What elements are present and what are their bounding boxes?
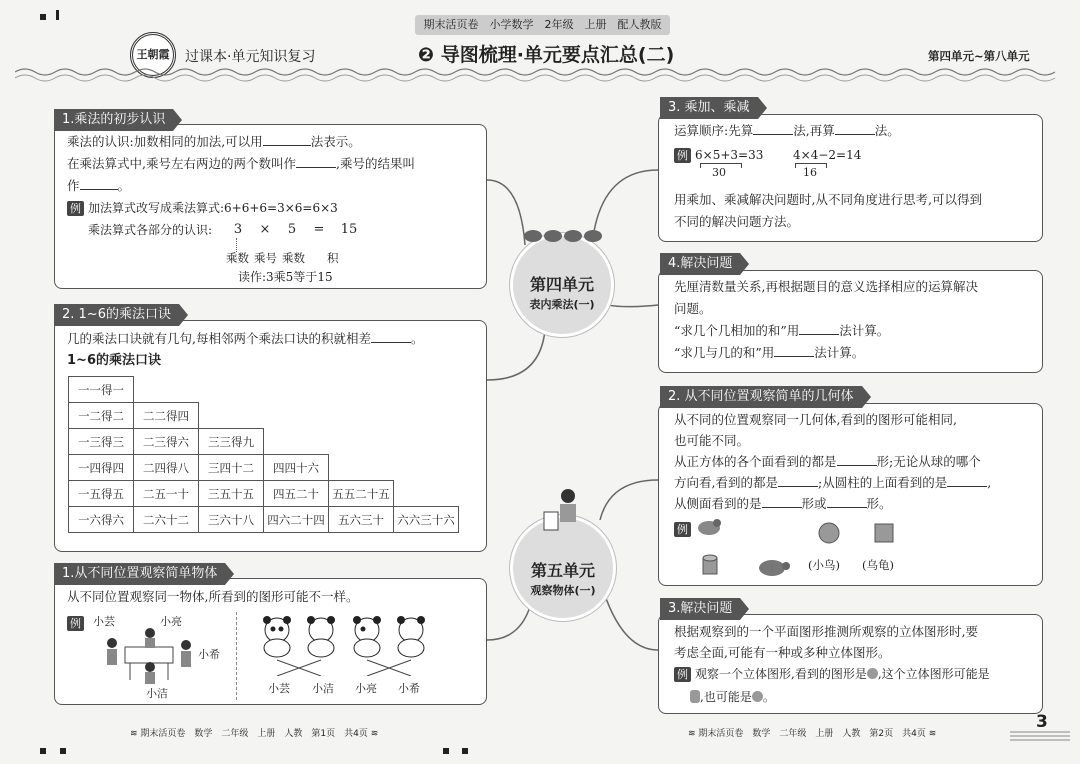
infer-solid-line-3: 例 观察一个立体图形,看到的图形是 ,这个立体图形可能是 [674, 665, 990, 683]
example-badge: 例 [67, 612, 88, 631]
answer-blank[interactable] [263, 145, 311, 146]
problem-solving-line-3: “求几个几相加的和”用 法计算。 [674, 323, 890, 338]
unit4-subtitle: 表内乘法(一) [529, 298, 595, 311]
mult-example-line: 例 加法算式改写成乘法算式:6+6+6=3×6=6×3 [67, 199, 338, 217]
mult-sub-example: 4×4−2=14 [793, 148, 862, 162]
times-table-empty-cell [394, 429, 459, 455]
times-table-cell: 三五十五 [199, 481, 264, 507]
example-badge: 例 [674, 148, 691, 163]
cylinder-small-icon [690, 690, 700, 703]
answer-blank[interactable] [837, 465, 877, 466]
geometry-line-5: 从侧面看到的是 形或 形。 [674, 496, 892, 511]
header-title-text: 导图梳理·单元要点汇总(二) [440, 44, 675, 66]
mult-sub-value: 16 [803, 166, 817, 179]
sphere-icon [818, 522, 840, 544]
geometry-line-2: 也可能不同。 [674, 433, 750, 448]
times-table-empty-cell [394, 403, 459, 429]
times-table-empty-cell [329, 429, 394, 455]
times-table-empty-cell [329, 455, 394, 481]
page-number: 3 [1036, 712, 1048, 732]
times-table-cell: 三四十二 [199, 455, 264, 481]
child-name-xiaoyun: 小芸 [93, 615, 115, 628]
answer-blank[interactable] [762, 507, 802, 508]
times-table-cell: 一五得五 [69, 481, 134, 507]
infer-solid-line-2: 考虑全面,可能有一种或多种立体图形。 [674, 645, 891, 660]
answer-blank[interactable] [799, 334, 839, 335]
answer-blank[interactable] [753, 134, 793, 135]
observe-object-line: 从不同位置观察同一物体,所看到的图形可能不一样。 [67, 589, 359, 604]
mult-def-line: 乘法的认识:加数相同的加法,可以用 法表示。 [67, 134, 361, 149]
times-table-empty-cell [264, 403, 329, 429]
infer-solid-line-1: 根据观察到的一个平面图形推测所观察的立体图形时,要 [674, 624, 978, 639]
child-name-xiaoxi: 小希 [198, 648, 220, 661]
times-table-cell: 四六二十四 [264, 507, 329, 533]
times-table-cell: 三三得九 [199, 429, 264, 455]
mult-parts-line: 乘法算式各部分的认识: [88, 223, 213, 237]
problem-solving-line-1: 先厘清数量关系,再根据题目的意义选择相应的运算解决 [674, 279, 978, 294]
times-table-cell: 三六十八 [199, 507, 264, 533]
problem-solving-tag: 4.解决问题 [660, 253, 740, 275]
mult-part-labels: 乘数 乘号 乘数 积 [226, 251, 339, 265]
header-left-title: 过课本·单元知识复习 [185, 49, 316, 65]
times-table-title: 1~6的乘法口诀 [67, 353, 161, 368]
times-table-cell: 一二得二 [69, 403, 134, 429]
mult-add-sub-value: 30 [712, 166, 726, 179]
multiplication-intro-tag: 1.乘法的初步认识 [54, 109, 173, 131]
header-number: ❷ [418, 44, 435, 66]
mult-add-sub-desc-2: 不同的解决问题方法。 [674, 214, 800, 229]
answer-blank[interactable] [80, 189, 118, 190]
times-table-cell: 一六得六 [69, 507, 134, 533]
times-table-tag: 2. 1~6的乘法口诀 [54, 304, 179, 326]
panda-label-2: 小洁 [312, 682, 334, 695]
mult-add-sub-desc-1: 用乘加、乘减解决问题时,从不同角度进行思考,可以得到 [674, 192, 982, 207]
child-name-xiaojie: 小洁 [146, 687, 168, 700]
mult-add-example: 例 6×5+3=33 [674, 148, 763, 163]
geometry-view-tag: 2. 从不同位置观察简单的几何体 [660, 386, 862, 408]
times-table-cell: 五五二十五 [329, 481, 394, 507]
times-table-row [69, 429, 459, 455]
times-table-empty-cell [394, 481, 459, 507]
header-banner: 期末活页卷 小学数学 2年级 上册 配人教版 [415, 15, 670, 35]
infer-solid-tag: 3.解决问题 [660, 598, 740, 620]
answer-blank[interactable] [947, 486, 987, 487]
unit5-subtitle: 观察物体(一) [530, 584, 596, 597]
header-right-title: 第四单元~第八单元 [928, 49, 1030, 63]
panda-label-1: 小芸 [268, 682, 290, 695]
times-table-empty-cell [329, 403, 394, 429]
times-table-cell: 五六三十 [329, 507, 394, 533]
times-table-cell: 二五一十 [134, 481, 199, 507]
order-of-ops-line: 运算顺序:先算 法,再算 法。 [674, 123, 900, 138]
unit5-title: 第五单元 [530, 561, 595, 580]
mult-terms-line-2: 作 。 [67, 178, 131, 193]
times-table-rule: 几的乘法口诀就有几句,每相邻两个乘法口诀的积就相差 。 [67, 331, 424, 346]
left-footer: ≋ 期末活页卷 数学 二年级 上册 人教 第1页 共4页 ≋ [130, 729, 379, 739]
turtle-label: (乌龟) [862, 558, 894, 572]
cylinder-icon [700, 554, 720, 578]
times-table-cell: 四四十六 [264, 455, 329, 481]
answer-blank[interactable] [371, 342, 411, 343]
right-footer: ≋ 期末活页卷 数学 二年级 上册 人教 第2页 共4页 ≋ [688, 729, 937, 739]
times-table-row [69, 507, 459, 533]
mult-expression: 3 × 5 = 15 [233, 222, 358, 237]
answer-blank[interactable] [774, 356, 814, 357]
times-table-cell: 二二得四 [134, 403, 199, 429]
answer-blank[interactable] [778, 486, 818, 487]
times-table-cell: 四五二十 [264, 481, 329, 507]
panda-views-illustration [255, 612, 435, 676]
times-table-cell: 一三得三 [69, 429, 134, 455]
times-table-cell: 二四得八 [134, 455, 199, 481]
children-around-table-illustration [100, 625, 200, 685]
times-table-empty-cell [394, 455, 459, 481]
times-table-empty-cell [199, 403, 264, 429]
times-table-empty-cell [134, 377, 199, 403]
times-table-empty-cell [394, 377, 459, 403]
bird-label: (小鸟) [808, 558, 840, 572]
child-observing-icon [538, 488, 598, 538]
logo: 王朝霞 [130, 32, 176, 78]
problem-solving-line-2: 问题。 [674, 301, 712, 316]
times-table-cell: 六六三十六 [394, 507, 459, 533]
times-table-cell: 二六十二 [134, 507, 199, 533]
times-table-empty-cell [199, 377, 264, 403]
times-table [68, 376, 459, 533]
turtle-icon [752, 554, 792, 578]
sphere-small-icon [752, 691, 763, 702]
example-badge: 例 [67, 201, 84, 216]
infer-solid-line-4: ,也可能是 。 [690, 688, 775, 706]
times-table-cell: 二三得六 [134, 429, 199, 455]
geometry-line-1: 从不同的位置观察同一几何体,看到的图形可能相同, [674, 412, 957, 427]
banana-icon [521, 224, 611, 248]
mult-add-sub-tag: 3. 乘加、乘减 [660, 97, 758, 119]
geometry-line-4: 方向看,看到的都是 ;从圆柱的上面看到的是 , [674, 475, 992, 490]
observe-object-tag: 1.从不同位置观察简单物体 [54, 563, 225, 585]
times-table-empty-cell [329, 377, 394, 403]
times-table-cell: 一四得四 [69, 455, 134, 481]
panda-label-4: 小希 [398, 682, 420, 695]
unit4-circle [510, 233, 614, 337]
unit4-title: 第四单元 [529, 275, 594, 294]
times-table-row [69, 481, 459, 507]
times-table-empty-cell [264, 377, 329, 403]
panda-label-3: 小亮 [355, 682, 377, 695]
times-table-cell: 一一得一 [69, 377, 134, 403]
answer-blank[interactable] [296, 167, 336, 168]
geometry-line-3: 从正方体的各个面看到的都是 形;无论从球的哪个 [674, 454, 981, 469]
problem-solving-line-4: “求几与几的和”用 法计算。 [674, 345, 865, 360]
mult-terms-line: 在乘法算式中,乘号左右两边的两个数叫作 ,乘号的结果叫 [67, 156, 415, 171]
times-table-row [69, 377, 459, 403]
mult-read-line: 读作:3乘5等于15 [238, 270, 333, 284]
child-name-xiaoliang: 小亮 [160, 615, 182, 628]
answer-blank[interactable] [835, 134, 875, 135]
times-table-row [69, 403, 459, 429]
circle-shape-icon [867, 668, 878, 679]
times-table-row [69, 455, 459, 481]
example-badge: 例 [674, 518, 695, 537]
cube-icon [873, 522, 895, 544]
example-badge: 例 [674, 667, 691, 682]
vertical-dashed-divider [236, 612, 237, 700]
times-table-empty-cell [264, 429, 329, 455]
bird-icon [695, 516, 723, 538]
answer-blank[interactable] [827, 507, 867, 508]
unit5-circle [510, 515, 616, 621]
page-number-lines [1010, 730, 1070, 742]
